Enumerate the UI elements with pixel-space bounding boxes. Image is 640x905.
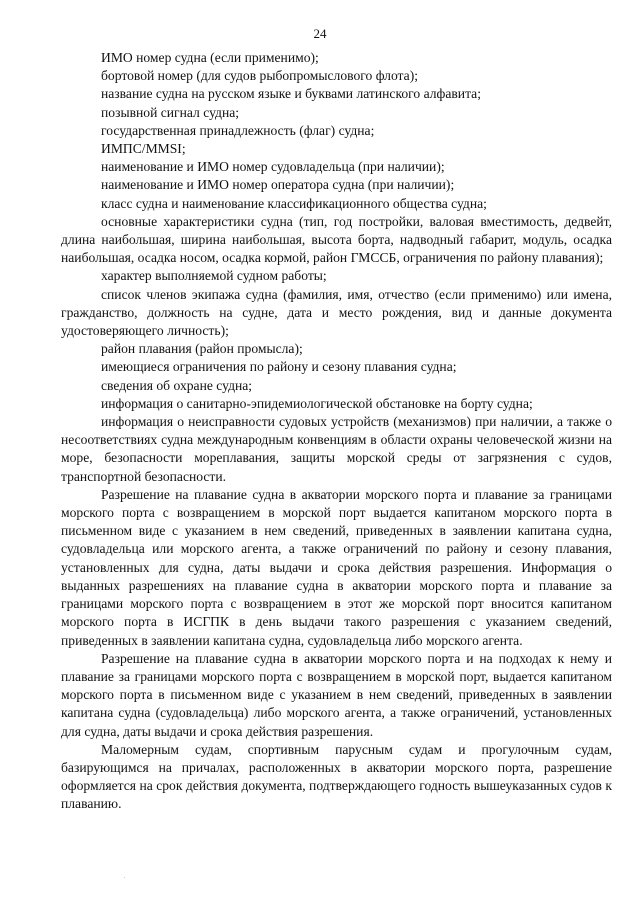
list-item-navigation-area: район плавания (район промысла); bbox=[101, 341, 303, 357]
list-item-operator: наименование и ИМО номер оператора судна (при наличии); bbox=[101, 177, 455, 193]
document-body bbox=[61, 49, 612, 814]
list-item-flag-state: государственная принадлежность (флаг) судна; bbox=[101, 122, 375, 138]
list-item-main-characteristics: основные характеристики судна (тип, год постройки, валовая вместимость, дедвейт, длина наибольшая, ширина наибольшая, высота борта, надводный габарит, модуль, осадка наибольшая, осадка носом, осадка кормой, район ГМССБ, ограничения по району плавания); bbox=[61, 213, 612, 266]
list-item-crew-list: список членов экипажа судна (фамилия, имя, отчество (если применимо) или имена, гражданство, должность на судне, дата и место рождения, вид и данные документа удостоверяющего личность); bbox=[61, 286, 612, 339]
list-item-call-sign: позывной сигнал судна; bbox=[101, 104, 240, 120]
paragraph-permit-port-waters: Разрешение на плавание судна в акватории морского порта и плавание за границами морского порта с возвращением в морской порт выдается капитаном морского порта в письменном виде с указанием в нем сведений, приведенных в заявлении капитана судна, судовладельца или морского агента, а также ограничений по району и сезону плавания, установленных для судна, даты выдачи и срока действия разрешения. Информация о выданных разрешениях на плавание судна в акватории морского порта и плавание за границами морского порта с возвращением в этот же морской порт вносится капитаном морского порта в ИСГПК в день выдачи такого разрешения с указанием сведений, приведенных в заявлении капитана судна, судовладельца либо морского агента. bbox=[61, 486, 612, 648]
list-item-security-info: сведения об охране судна; bbox=[101, 377, 253, 393]
list-item-class-society: класс судна и наименование классификационного общества судна; bbox=[101, 195, 487, 211]
page-number: 24 bbox=[313, 26, 327, 41]
list-item-malfunction-info: информация о неисправности судовых устройств (механизмов) при наличии, а также о несоответствиях судна международным конвенциям в области охраны человеческой жизни на море, безопасности мореплавания, защиты морской среды от загрязнения с судов, транспортной безопасности. bbox=[61, 414, 612, 484]
list-item-vessel-name: название судна на русском языке и буквами латинского алфавита; bbox=[101, 86, 481, 102]
list-item-mmsi: ИМПС/MMSI; bbox=[101, 141, 186, 157]
list-item-imo-number: ИМО номер судна (если применимо); bbox=[101, 50, 319, 65]
list-item-board-number: бортовой номер (для судов рыбопромыслового флота); bbox=[101, 68, 419, 84]
list-item-work-type: характер выполняемой судном работы; bbox=[101, 268, 327, 284]
list-item-sanitary-info: информация о санитарно-эпидемиологической обстановке на борту судна; bbox=[101, 395, 533, 411]
footer-mark: . bbox=[124, 874, 126, 880]
paragraph-small-vessels: Маломерным судам, спортивным парусным судам и прогулочным судам, базирующимся на причалах, расположенных в акватории морского порта, разрешение оформляется на срок действия документа, подтверждающего годность вышеуказанных судов к плаванию. bbox=[61, 741, 612, 812]
list-item-shipowner: наименование и ИМО номер судовладельца (при наличии); bbox=[101, 159, 445, 175]
paragraph-permit-approaches: Разрешение на плавание судна в акватории морского порта и на подходах к нему и плавание за границами морского порта с возвращением в морской порт, выдается капитаном морского порта в письменном виде с указанием в нем сведений, приведенных в заявлении капитана судна (судовладельца) либо морского агента, а также ограничений, установленных для судна, даты выдачи и срока действия разрешения. bbox=[61, 650, 612, 739]
list-item-restrictions: имеющиеся ограничения по району и сезону плавания судна; bbox=[101, 359, 457, 375]
